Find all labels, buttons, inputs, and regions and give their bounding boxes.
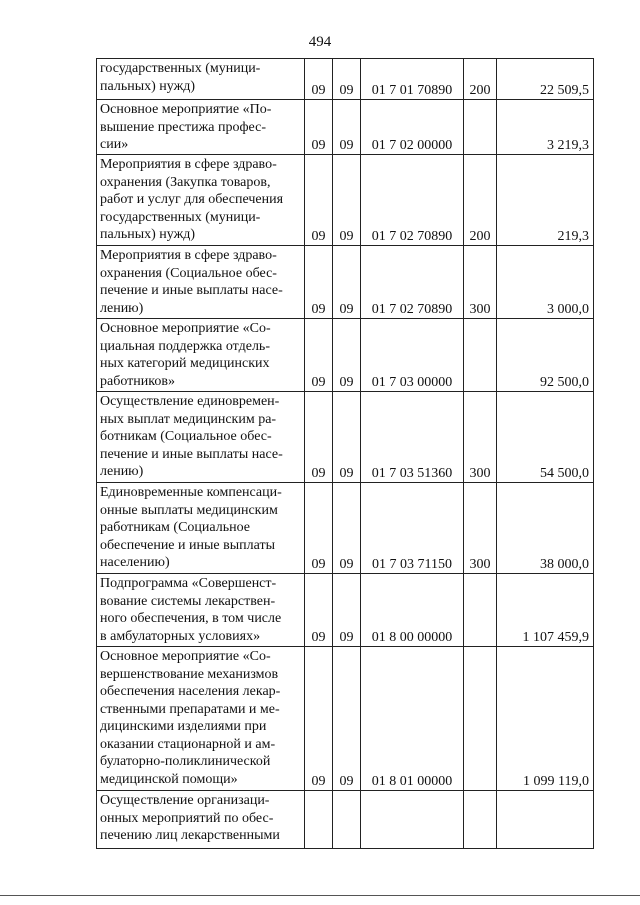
amount-cell	[497, 791, 594, 849]
expense-type-cell: 300	[464, 392, 497, 483]
table-row	[97, 319, 594, 392]
table-row	[97, 574, 594, 647]
section-code-cell: 09	[305, 483, 333, 574]
subsection-code-cell: 09	[333, 100, 361, 155]
page-bottom-rule	[0, 895, 640, 896]
target-article-cell: 01 7 01 70890	[361, 59, 464, 100]
section-code-cell: 09	[305, 574, 333, 647]
item-name-cell: Мероприятия в сфере здраво- охранения (Социальное обес- печение и иные выплаты насе- лению)	[97, 246, 305, 319]
section-code-cell: 09	[305, 647, 333, 791]
subsection-code-cell: 09	[333, 59, 361, 100]
subsection-code-cell	[333, 791, 361, 849]
expense-type-cell: 200	[464, 155, 497, 246]
item-name-cell: Подпрограмма «Совершенст- вование системы лекарствен- ного обеспечения, в том числе в амбулаторных условиях»	[97, 574, 305, 647]
budget-table	[96, 58, 594, 849]
target-article-cell: 01 7 03 51360	[361, 392, 464, 483]
subsection-code-cell: 09	[333, 392, 361, 483]
table-row	[97, 791, 594, 849]
table-row	[97, 647, 594, 791]
table-row	[97, 155, 594, 246]
amount-cell: 38 000,0	[497, 483, 594, 574]
section-code-cell: 09	[305, 392, 333, 483]
amount-cell: 1 099 119,0	[497, 647, 594, 791]
item-name-cell: Основное мероприятие «Со- вершенствование механизмов обеспечения населения лекар- ственными препаратами и ме- дицинскими изделиями при оказании стационарной и ам- булаторно-поликлинической медицинской помощи»	[97, 647, 305, 791]
target-article-cell: 01 7 02 70890	[361, 246, 464, 319]
amount-cell: 54 500,0	[497, 392, 594, 483]
target-article-cell: 01 8 01 00000	[361, 647, 464, 791]
subsection-code-cell: 09	[333, 574, 361, 647]
section-code-cell: 09	[305, 59, 333, 100]
amount-cell: 219,3	[497, 155, 594, 246]
subsection-code-cell: 09	[333, 647, 361, 791]
item-name-cell: Единовременные компенсаци- онные выплаты медицинским работникам (Социальное обеспечение и иные выплаты населению)	[97, 483, 305, 574]
section-code-cell: 09	[305, 319, 333, 392]
expense-type-cell	[464, 791, 497, 849]
amount-cell: 22 509,5	[497, 59, 594, 100]
expense-type-cell	[464, 647, 497, 791]
table-row	[97, 483, 594, 574]
table-row	[97, 59, 594, 100]
table-row	[97, 100, 594, 155]
item-name-cell: Осуществление организаци- онных мероприятий по обес- печению лиц лекарственными	[97, 791, 305, 849]
target-article-cell	[361, 791, 464, 849]
expense-type-cell: 300	[464, 246, 497, 319]
item-name-cell: государственных (муници- пальных) нужд)	[97, 59, 305, 100]
item-name-cell: Основное мероприятие «Со- циальная поддержка отдель- ных категорий медицинских работников»	[97, 319, 305, 392]
expense-type-cell	[464, 574, 497, 647]
subsection-code-cell: 09	[333, 155, 361, 246]
section-code-cell: 09	[305, 155, 333, 246]
target-article-cell: 01 8 00 00000	[361, 574, 464, 647]
amount-cell: 1 107 459,9	[497, 574, 594, 647]
subsection-code-cell: 09	[333, 246, 361, 319]
item-name-cell: Основное мероприятие «По- вышение престижа профес- сии»	[97, 100, 305, 155]
subsection-code-cell: 09	[333, 483, 361, 574]
section-code-cell: 09	[305, 246, 333, 319]
amount-cell: 92 500,0	[497, 319, 594, 392]
section-code-cell: 09	[305, 100, 333, 155]
target-article-cell: 01 7 02 00000	[361, 100, 464, 155]
item-name-cell: Осуществление единовремен- ных выплат медицинским ра- ботникам (Социальное обес- печение и иные выплаты насе- лению)	[97, 392, 305, 483]
page-number: 494	[308, 34, 332, 50]
amount-cell: 3 219,3	[497, 100, 594, 155]
target-article-cell: 01 7 03 00000	[361, 319, 464, 392]
expense-type-cell: 200	[464, 59, 497, 100]
table-row	[97, 392, 594, 483]
subsection-code-cell: 09	[333, 319, 361, 392]
expense-type-cell	[464, 100, 497, 155]
expense-type-cell: 300	[464, 483, 497, 574]
table-row	[97, 246, 594, 319]
budget-table-body	[97, 59, 594, 849]
item-name-cell: Мероприятия в сфере здраво- охранения (Закупка товаров, работ и услуг для обеспечения государственных (муници- пальных) нужд)	[97, 155, 305, 246]
amount-cell: 3 000,0	[497, 246, 594, 319]
expense-type-cell	[464, 319, 497, 392]
section-code-cell	[305, 791, 333, 849]
target-article-cell: 01 7 03 71150	[361, 483, 464, 574]
target-article-cell: 01 7 02 70890	[361, 155, 464, 246]
